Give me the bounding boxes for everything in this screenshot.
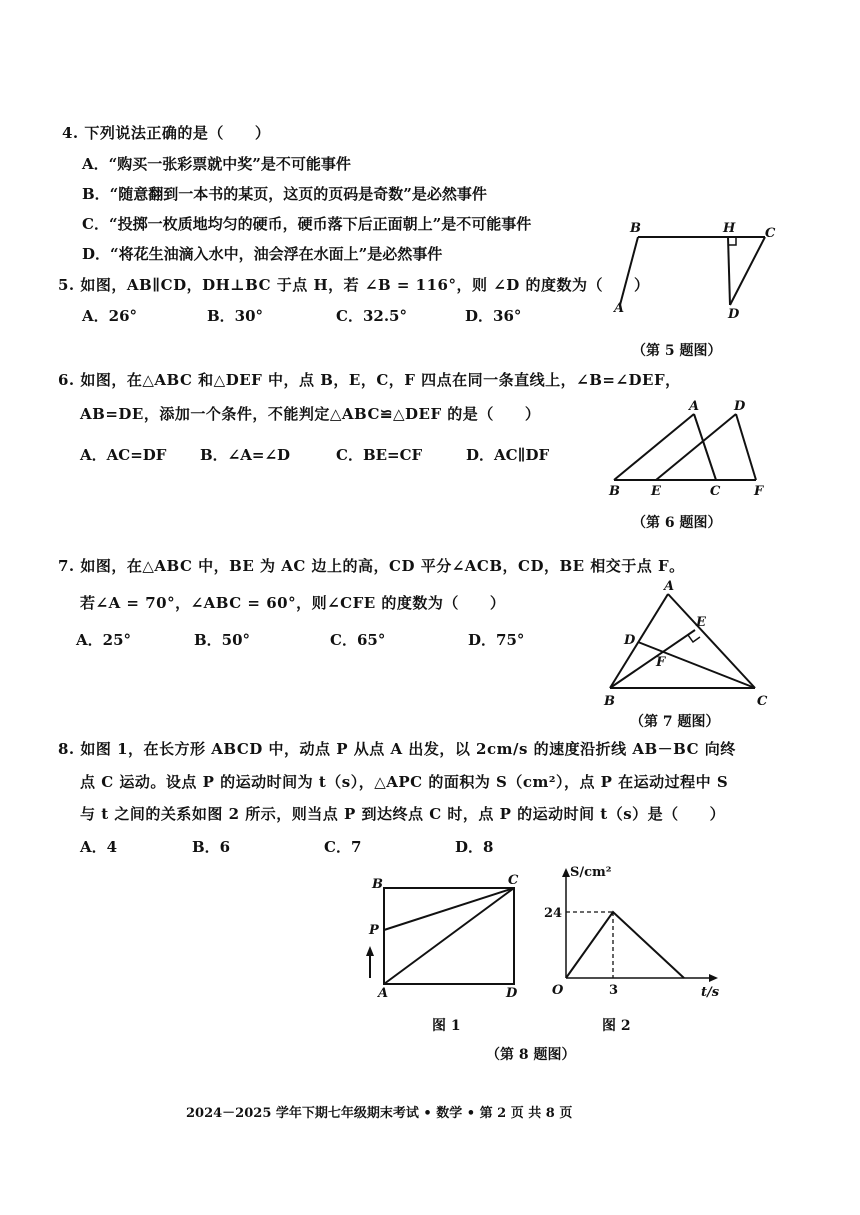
q8-fig2-x-tick: 3 [609, 983, 619, 998]
q6-stem-line1: 6. 如图，在△ABC 和△DEF 中，点 B，E，C，F 四点在同一条直线上，∠B=∠DEF， [58, 371, 681, 389]
q8-caption: （第 8 题图） [486, 1047, 576, 1063]
q8-fig1-label-a: A [378, 986, 389, 1001]
q8-fig1-label-b: B [372, 877, 383, 892]
q7-option-c: C．65° [330, 631, 386, 649]
q8-fig1-label-d: D [506, 986, 518, 1001]
q5-option-b: B．30° [207, 307, 264, 325]
q5-label-c: C [765, 226, 776, 241]
q8-stem-line2: 点 C 运动。设点 P 的运动时间为 t（s），△APC 的面积为 S（cm²），点 P 在运动过程中 S [80, 773, 729, 791]
q5-caption: （第 5 题图） [632, 343, 722, 359]
q8-fig1-label-p: P [369, 923, 379, 938]
q7-label-a: A [664, 579, 675, 594]
q5-option-d: D．36° [465, 307, 522, 325]
q7-option-d: D．75° [468, 631, 525, 649]
q7-label-f: F [656, 655, 666, 670]
q6-option-b: B．∠A=∠D [200, 446, 291, 464]
q8-stem-line3: 与 t 之间的关系如图 2 所示，则当点 P 到达终点 C 时，点 P 的运动时间 t（s）是（ ） [80, 805, 726, 823]
q6-label-f: F [754, 484, 764, 499]
q6-caption: （第 6 题图） [632, 515, 722, 531]
q8-fig2-y-tick: 24 [544, 906, 563, 921]
q6-stem-line2: AB=DE，添加一个条件，不能判定△ABC≌△DEF 的是（ ） [80, 405, 541, 423]
q4-option-c: C．“投掷一枚质地均匀的硬币，硬币落下后正面朝上”是不可能事件 [82, 215, 532, 233]
q7-option-a: A．25° [76, 631, 132, 649]
q6-label-d: D [734, 399, 746, 414]
page-footer: 2024－2025 学年下期七年级期末考试 • 数学 • 第 2 页 共 8 页 [186, 1106, 573, 1121]
q6-figure [606, 400, 776, 500]
q8-fig1-label: 图 1 [432, 1018, 461, 1034]
q8-fig2-x-axis-label: t/s [701, 985, 720, 1000]
q5-label-d: D [728, 307, 740, 322]
q6-label-b: B [609, 484, 620, 499]
q8-fig2-y-axis-label: S/cm² [570, 865, 612, 880]
q6-label-e: E [651, 484, 661, 499]
q8-option-c: C．7 [324, 838, 362, 856]
q8-figure2 [538, 862, 728, 1002]
q6-option-c: C．BE=CF [336, 446, 423, 464]
q5-label-b: B [630, 221, 641, 236]
q8-figure1 [360, 870, 530, 1000]
q7-label-b: B [604, 694, 615, 709]
q8-option-a: A．4 [80, 838, 118, 856]
q7-option-b: B．50° [194, 631, 251, 649]
q8-option-b: B．6 [192, 838, 231, 856]
q7-caption: （第 7 题图） [630, 714, 720, 730]
q6-label-a: A [689, 399, 700, 414]
q4-option-a: A．“购买一张彩票就中奖”是不可能事件 [82, 155, 351, 173]
q5-label-a: A [614, 301, 625, 316]
q5-figure [614, 215, 790, 325]
q5-stem: 5. 如图，AB∥CD，DH⊥BC 于点 H，若 ∠B = 116°，则 ∠D 的度数为（ ） [58, 276, 650, 294]
q7-stem-line2: 若∠A = 70°，∠ABC = 60°，则∠CFE 的度数为（ ） [80, 594, 506, 612]
q8-fig1-label-c: C [508, 873, 519, 888]
q8-stem-line1: 8. 如图 1，在长方形 ABCD 中，动点 P 从点 A 出发，以 2cm/s 的速度沿折线 AB－BC 向终 [58, 740, 736, 758]
q4-option-d: D．“将花生油滴入水中，油会浮在水面上”是必然事件 [82, 245, 443, 263]
q5-label-h: H [723, 221, 736, 236]
q7-label-d: D [624, 633, 636, 648]
q7-stem-line1: 7. 如图，在△ABC 中，BE 为 AC 边上的高，CD 平分∠ACB，CD，BE 相交于点 F。 [58, 557, 685, 575]
q5-option-c: C．32.5° [336, 307, 407, 325]
q4-option-b: B．“随意翻到一本书的某页，这页的页码是奇数”是必然事件 [82, 185, 487, 203]
q8-fig2-origin: O [552, 983, 564, 998]
q6-option-d: D．AC∥DF [466, 446, 550, 464]
q8-option-d: D．8 [455, 838, 494, 856]
q5-option-a: A．26° [82, 307, 138, 325]
x-axis-arrow-icon [709, 974, 718, 982]
q4-stem: 4. 下列说法正确的是（ ） [62, 124, 271, 142]
direction-arrow-icon [366, 946, 374, 956]
q7-label-e: E [696, 615, 706, 630]
q7-label-c: C [757, 694, 768, 709]
q6-label-c: C [710, 484, 721, 499]
q7-figure [600, 578, 770, 708]
q6-option-a: A．AC=DF [80, 446, 167, 464]
y-axis-arrow-icon [562, 868, 570, 877]
q8-fig2-label: 图 2 [602, 1018, 631, 1034]
